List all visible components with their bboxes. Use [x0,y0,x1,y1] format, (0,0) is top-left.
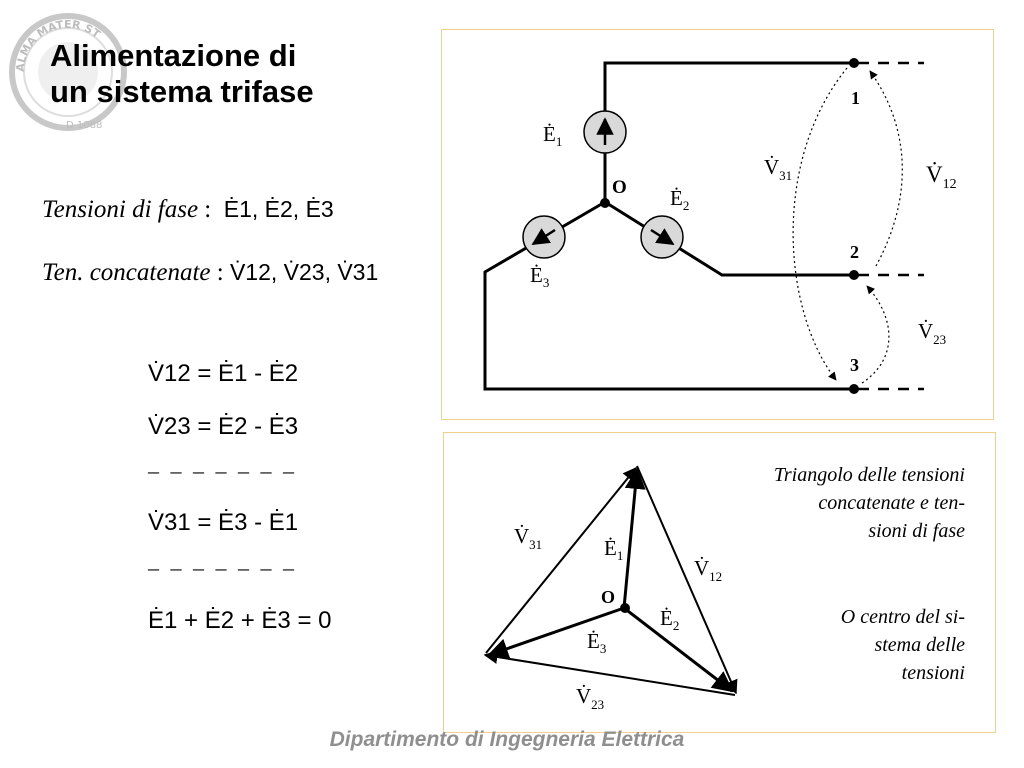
arrow-v12-dotted [870,71,902,266]
arrow-v31-dotted [793,68,847,380]
line-voltages-definition [42,259,378,287]
terminal-3-node [849,384,859,394]
generator-e2 [641,216,683,258]
phasor-v31 [486,468,636,653]
phasor-label-v12: $V̇_{12}$ [694,556,723,584]
line-voltages-label: Ten. concatenate [42,259,211,286]
phase-voltages-label: Tensioni di fase [42,196,199,223]
caption-center-line-1: O centro del si- [840,606,965,628]
label-terminal-2: 2 [850,242,859,262]
phasor-label-o: O [601,587,616,607]
phasor-label-v31: $V̇_{31}$ [514,524,543,552]
phasor-v23 [485,655,735,695]
caption-triangle [774,461,965,545]
generator-e1 [584,111,626,153]
phasor-e1 [624,470,637,608]
equation-separator-2: – – – – – – – [148,555,297,580]
line-voltages-symbols: V̇12, V̇23, V̇31 [229,259,379,285]
label-v12: $V̇_{12}$ [926,162,957,192]
caption-center-line-3: tensioni [901,662,965,684]
label-v31: $V̇_{31}$ [764,155,793,183]
caption-triangle-line-2: concatenate e ten- [818,492,965,514]
label-node-o: O [612,177,627,198]
phasor-label-e3: $Ė_3$ [587,629,607,656]
arrow-v23-dotted [862,286,889,383]
terminal-2-node [849,270,859,280]
wire-phase-1 [605,63,854,202]
equation-v12: V̇12 = Ė1 - Ė2 [148,360,299,387]
phase-voltages-colon: : [204,196,212,223]
label-e2: $Ė_2$ [670,186,690,213]
phasor-label-v23: $V̇_{23}$ [576,684,605,712]
label-terminal-3: 3 [850,355,859,375]
seal-text-bottom: D 1088 [66,120,103,131]
title-line-1: Alimentazione di [50,38,297,73]
phasor-center-o [620,603,630,613]
label-terminal-1: 1 [851,88,860,108]
footer-department: Dipartimento di Ingegneria Elettrica [329,728,685,751]
phasor-label-e1: $Ė_1$ [604,536,624,563]
title-line-2: un sistema trifase [50,74,314,109]
caption-center [841,603,965,687]
caption-triangle-line-1: Triangolo delle tensioni [773,464,965,486]
terminal-1-node [849,58,859,68]
caption-triangle-line-3: sioni di fase [868,520,965,542]
generator-e3 [523,216,565,258]
label-e3: $Ė_3$ [530,263,550,290]
equation-v31: V̇31 = Ė3 - Ė1 [148,509,299,536]
line-voltages-colon: : [216,259,224,286]
equation-separator-1: – – – – – – – [148,458,297,483]
equation-sum-zero: Ė1 + Ė2 + Ė3 = 0 [148,607,332,634]
phase-voltages-definition [42,196,334,224]
label-e1: $Ė_1$ [543,122,563,149]
seal-text-top: ALMA MATER ST [13,17,103,73]
wye-circuit-svg [442,30,995,421]
star-node-o [600,198,610,208]
wye-circuit-diagram [441,29,994,420]
phasor-label-e2: $Ė_2$ [660,606,680,633]
label-v23: $V̇_{23}$ [918,319,947,347]
caption-center-line-2: stema delle [874,634,965,656]
slide-title [50,38,314,110]
equation-v23: V̇23 = Ė2 - Ė3 [148,413,299,440]
phase-voltages-symbols: Ė1, Ė2, Ė3 [223,196,334,222]
phasor-triangle-diagram [443,432,996,733]
